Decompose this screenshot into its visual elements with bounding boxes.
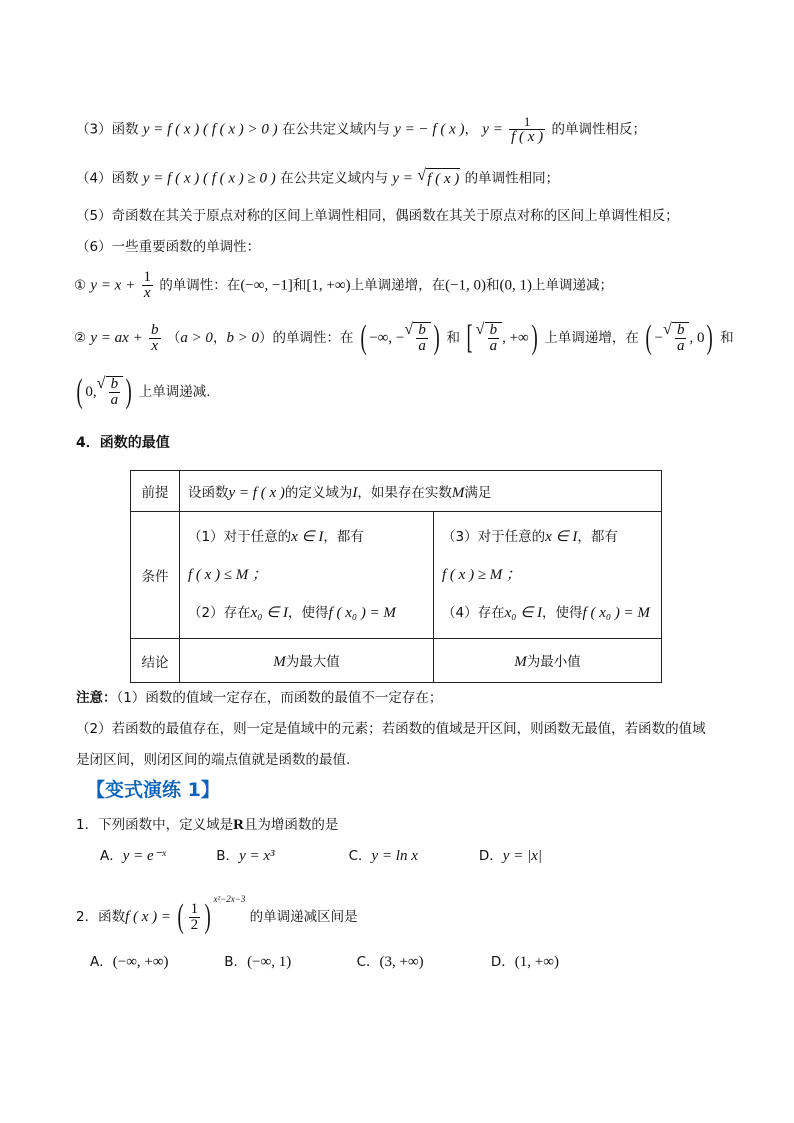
q2-option-a[interactable]: A．(−∞, +∞) [90, 954, 169, 970]
conclusion-max: M为最大值 [180, 639, 434, 683]
q1-option-b[interactable]: B．y = x³ [216, 848, 275, 864]
question-1: 1．下列函数中，定义域是R且为增函数的是 [76, 817, 339, 833]
item-6: （6）一些重要函数的单调性： [76, 239, 261, 255]
premise-cell: 设函数y = f ( x )的定义域为I，如果存在实数M满足 [180, 471, 662, 512]
question-2-options [90, 952, 559, 972]
q2-option-b[interactable]: B．(−∞, 1) [224, 954, 292, 970]
condition-label: 条件 [131, 512, 180, 639]
conclusion-label: 结论 [131, 639, 180, 683]
item-4: （4）函数 y = f ( x ) ( f ( x ) ≥ 0 ) 在公共定义域内与 y = √ f ( x ) 的单调性相同； [76, 167, 560, 187]
section-4-heading: 4．函数的最值 [76, 435, 170, 451]
case-2-cont: ( 0, √ $\frac{b}{a}$ ) 上单调递减. [76, 373, 211, 410]
case-2: ② y = ax + $\frac{b}{x}$ （a > 0，b > 0）的单调性：在 ( −∞, − √ $\frac{b}{a}$ ) 和 [ √ $\frac{b}{a}$ , +∞) 上单调递增，在 ( − √ $\frac{b}{a}$ , 0) 和 [74, 319, 734, 356]
q2-option-c[interactable]: C．(3, +∞) [356, 954, 424, 970]
extremum-table [130, 470, 662, 683]
note-line-3: 是闭区间，则闭区间的端点值就是函数的最值. [76, 752, 351, 768]
condition-max: （1）对于任意的x ∈ I，都有 f ( x ) ≤ M ； （2）存在x₀ ∈ I，使得f ( x₀ ) = M [180, 512, 434, 639]
item-5: （5）奇函数在其关于原点对称的区间上单调性相同，偶函数在其关于原点对称的区间上单调性相反； [76, 208, 679, 224]
sqrt-fx: √ f ( x ) [417, 167, 460, 187]
fraction-1-over-fx: $\frac{1}{f ( x )}$ [511, 114, 544, 145]
case-1: ① y = x + $\frac{1}{x}$ 的单调性：在(−∞, −1]和[1, +∞)上单调递增，在(−1, 0)和(0, 1)上单调递减； [74, 269, 614, 301]
item-3: （3）函数 y = f ( x ) ( f ( x ) > 0 ) 在公共定义域内与 y = − f ( x )， y = $\frac{1}{f ( x )}$ 的单调性相反； [76, 114, 646, 145]
q1-option-c[interactable]: C．y = ln x [348, 848, 418, 864]
question-2: 2．函数f ( x ) = ( $\frac{1}{2}$ ) $^{x^2-2x-3}$ 的单调递减区间是 [76, 893, 358, 935]
q1-option-d[interactable]: D．y = |x| [478, 848, 542, 864]
conclusion-min: M为最小值 [434, 639, 662, 683]
q1-option-a[interactable]: A．y = e⁻ˣ [100, 848, 166, 864]
question-1-options [100, 846, 542, 866]
exercise-title: 【变式演练 1】 [86, 779, 220, 801]
premise-label: 前提 [131, 471, 180, 512]
q2-option-d[interactable]: D．(1, +∞) [490, 954, 559, 970]
note-line-1: 注意：（1）函数的值域一定存在，而函数的最值不一定存在； [76, 690, 443, 706]
condition-min: （3）对于任意的x ∈ I，都有 f ( x ) ≥ M ； （4）存在x₀ ∈ I，使得f ( x₀ ) = M [434, 512, 662, 639]
note-line-2: （2）若函数的最值存在，则一定是值域中的元素；若函数的值域是开区间，则函数无最值，若函数的值域 [76, 721, 706, 737]
